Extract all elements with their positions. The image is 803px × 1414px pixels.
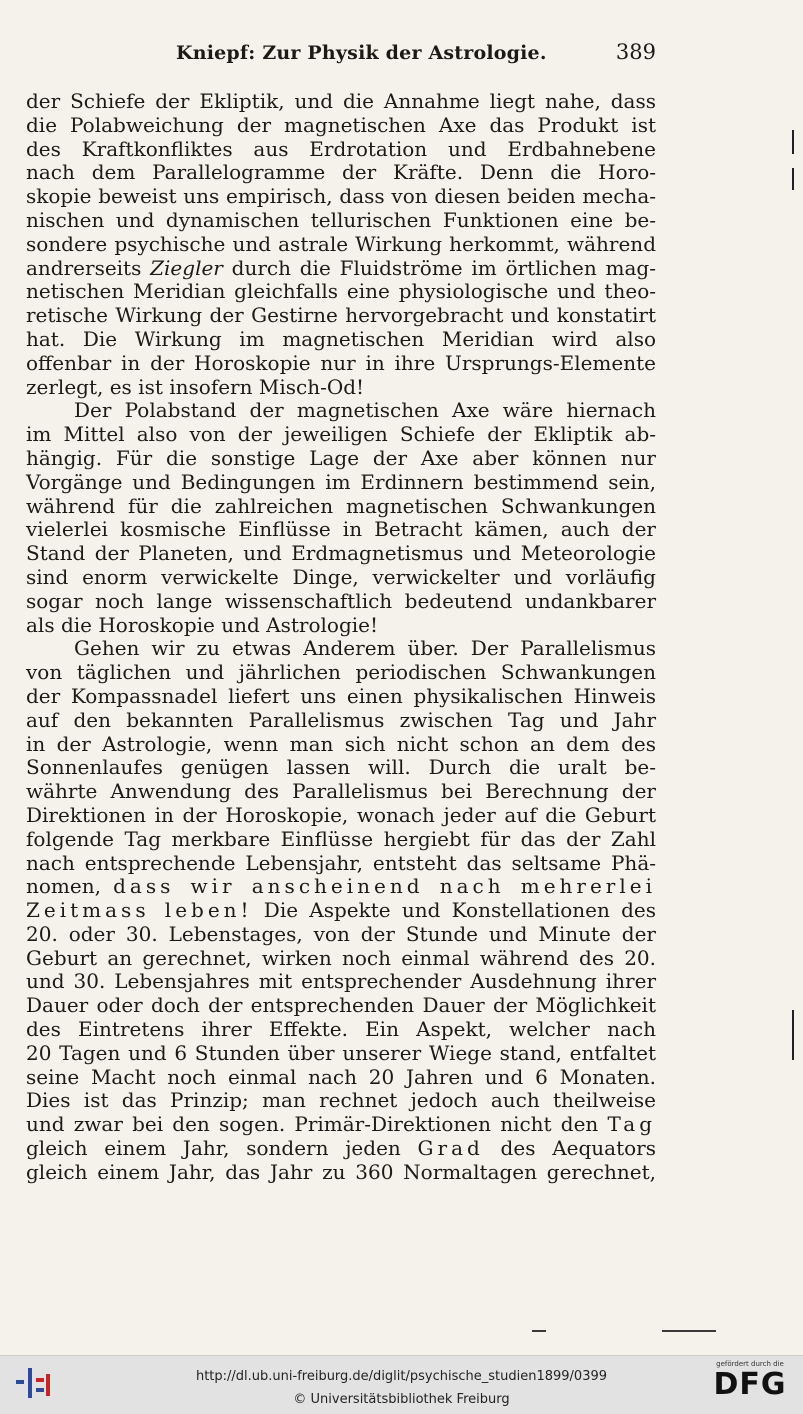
- text-segment: Sonnenlaufes genügen lassen will. Durch die uralt be-: [26, 755, 656, 780]
- text-line: [26, 280, 656, 304]
- text-segment: Ziegler: [150, 255, 223, 280]
- text-segment: der Kompassnadel liefert uns einen physikalischen Hinweis: [26, 683, 656, 708]
- text-segment: auf den bekannten Parallelismus zwischen Tag und Jahr: [26, 707, 656, 732]
- text-line: [26, 304, 656, 328]
- text-line: [26, 161, 656, 185]
- text-line: [26, 828, 656, 852]
- text-line: [26, 1018, 656, 1042]
- text-segment: 20 Tagen und 6 Stunden über unserer Wiege stand, entfaltet: [26, 1040, 656, 1065]
- text-line: [26, 1137, 656, 1161]
- text-line: [26, 209, 656, 233]
- text-line: [26, 1161, 656, 1185]
- body-text: [26, 90, 656, 1185]
- text-segment: folgende Tag merkbare Einflüsse hergiebt für das der Zahl: [26, 826, 656, 851]
- text-segment: Gehen wir zu etwas Anderem über. Der Parallelismus: [74, 636, 656, 661]
- text-segment: nach dem Parallelogramme der Kräfte. Denn die Horo-: [26, 160, 656, 185]
- text-segment: andrerseits: [26, 255, 151, 280]
- text-segment: seine Macht noch einmal nach 20 Jahren und 6 Monaten.: [26, 1064, 656, 1089]
- bottom-rule: [532, 1330, 546, 1332]
- text-segment: und 30. Lebensjahres mit entsprechender Ausdehnung ihrer: [26, 969, 656, 994]
- text-line: [26, 804, 656, 828]
- text-segment: währte Anwendung des Parallelismus bei Berechnung der: [26, 779, 656, 804]
- text-line: [26, 661, 656, 685]
- text-line: [26, 447, 656, 471]
- text-line: [26, 257, 656, 281]
- text-segment: Dies ist das Prinzip; man rechnet jedoch auch theilweise: [26, 1088, 656, 1113]
- text-segment: retische Wirkung der Gestirne hervorgebracht und konstatirt: [26, 303, 656, 328]
- text-line: [26, 875, 656, 899]
- bottom-rule: [662, 1330, 716, 1332]
- running-head: [26, 38, 656, 72]
- text-line: [26, 495, 656, 519]
- text-line: [26, 423, 656, 447]
- text-line: [26, 90, 656, 114]
- text-segment: Zeitmass leben!: [26, 898, 253, 923]
- text-segment: sondere psychische und astrale Wirkung herkommt, während: [26, 231, 656, 256]
- text-segment: nischen und dynamischen tellurischen Funktionen eine be-: [26, 207, 656, 232]
- text-line: [26, 114, 656, 138]
- text-segment: während für die zahlreichen magnetischen Schwankungen: [26, 493, 656, 518]
- text-line: [26, 994, 656, 1018]
- text-line: [26, 756, 656, 780]
- text-line: [26, 780, 656, 804]
- source-url-link[interactable]: http://dl.ub.uni-freiburg.de/diglit/psychische_studien1899/0399: [195, 1369, 608, 1384]
- text-segment: von täglichen und jährlichen periodischen Schwankungen: [26, 660, 656, 685]
- text-line: [26, 542, 656, 566]
- text-segment: und zwar bei den sogen. Primär-Direktionen nicht den: [26, 1112, 608, 1137]
- dfg-wordmark: DFG: [713, 1367, 787, 1402]
- text-line: [26, 471, 656, 495]
- dfg-caption: gefördert durch die: [716, 1360, 784, 1368]
- text-segment: sind enorm verwickelte Dinge, verwickelter und vorläufig: [26, 564, 656, 589]
- text-segment: im Mittel also von der jeweiligen Schiefe der Ekliptik ab-: [26, 422, 656, 447]
- margin-mark: [792, 168, 794, 190]
- text-segment: Direktionen in der Horoskopie, wonach jeder auf die Geburt: [26, 802, 656, 827]
- text-segment: gleich einem Jahr, sondern jeden: [26, 1136, 418, 1161]
- text-segment: Grad: [417, 1136, 484, 1161]
- text-segment: hängig. Für die sonstige Lage der Axe aber können nur: [26, 445, 656, 470]
- text-line: [26, 970, 656, 994]
- text-segment: des Eintretens ihrer Effekte. Ein Aspekt, welcher nach: [26, 1017, 656, 1042]
- text-line: [26, 138, 656, 162]
- text-segment: nomen,: [26, 874, 114, 899]
- text-segment: als die Horoskopie und Astrologie!: [26, 612, 379, 637]
- text-line: [26, 185, 656, 209]
- text-segment: dass wir anscheinend nach mehrerlei: [113, 874, 656, 899]
- running-title: Kniepf: Zur Physik der Astrologie.: [176, 42, 547, 64]
- text-line: [26, 328, 656, 352]
- text-line: [26, 733, 656, 757]
- text-segment: Der Polabstand der magnetischen Axe wäre hiernach: [74, 398, 656, 423]
- text-line: [26, 590, 656, 614]
- dfg-logo: [705, 1360, 795, 1410]
- text-line: [26, 399, 656, 423]
- margin-mark: [792, 130, 794, 154]
- text-segment: offenbar in der Horoskopie nur in ihre Ursprungs-Elemente: [26, 350, 656, 375]
- text-line: [26, 614, 656, 638]
- text-segment: Tag: [607, 1112, 656, 1137]
- text-line: [26, 1042, 656, 1066]
- text-segment: gleich einem Jahr, das Jahr zu 360 Normaltagen gerechnet,: [26, 1159, 656, 1184]
- text-segment: netischen Meridian gleichfalls eine physiologische und theo-: [26, 279, 656, 304]
- text-line: [26, 1113, 656, 1137]
- text-segment: der Schiefe der Ekliptik, und die Annahme liegt nahe, dass: [26, 89, 656, 113]
- text-segment: durch die Fluidströme im örtlichen mag-: [222, 255, 656, 280]
- text-segment: Vorgänge und Bedingungen im Erdinnern bestimmend sein,: [26, 469, 656, 494]
- text-segment: Dauer oder doch der entsprechenden Dauer der Möglichkeit: [26, 993, 656, 1018]
- text-line: [26, 1089, 656, 1113]
- text-segment: in der Astrologie, wenn man sich nicht schon an dem des: [26, 731, 656, 756]
- text-line: [26, 566, 656, 590]
- text-line: [26, 518, 656, 542]
- text-line: [26, 376, 656, 400]
- text-line: [26, 1066, 656, 1090]
- text-segment: die Polabweichung der magnetischen Axe das Produkt ist: [26, 112, 656, 137]
- text-segment: Die Aspekte und Konstellationen des: [252, 898, 656, 923]
- text-segment: Geburt an gerechnet, wirken noch einmal während des 20.: [26, 945, 656, 970]
- viewer-footer: [0, 1355, 803, 1414]
- text-segment: zerlegt, es ist insofern Misch-Od!: [26, 374, 365, 399]
- text-segment: skopie beweist uns empirisch, dass von diesen beiden mecha-: [26, 184, 656, 209]
- text-line: [26, 899, 656, 923]
- text-line: [26, 685, 656, 709]
- text-segment: nach entsprechende Lebensjahr, entsteht das seltsame Phä-: [26, 850, 656, 875]
- margin-mark: [792, 1010, 794, 1060]
- text-line: [26, 637, 656, 661]
- text-line: [26, 852, 656, 876]
- text-segment: des Kraftkonfliktes aus Erdrotation und Erdbahnebene: [26, 136, 656, 161]
- text-segment: 20. oder 30. Lebenstages, von der Stunde und Minute der: [26, 921, 656, 946]
- text-segment: des Aequators: [483, 1136, 656, 1161]
- page-number: 389: [615, 40, 656, 64]
- text-line: [26, 947, 656, 971]
- text-segment: Stand der Planeten, und Erdmagnetismus und Meteorologie: [26, 541, 656, 566]
- text-segment: hat. Die Wirkung im magnetischen Meridian wird also: [26, 326, 656, 351]
- text-line: [26, 352, 656, 376]
- text-segment: vielerlei kosmische Einflüsse in Betracht kämen, auch der: [26, 517, 656, 542]
- text-line: [26, 233, 656, 257]
- text-line: [26, 709, 656, 733]
- text-segment: sogar noch lange wissenschaftlich bedeutend undankbarer: [26, 588, 656, 613]
- text-line: [26, 923, 656, 947]
- copyright-notice: © Universitätsbibliothek Freiburg: [293, 1392, 510, 1407]
